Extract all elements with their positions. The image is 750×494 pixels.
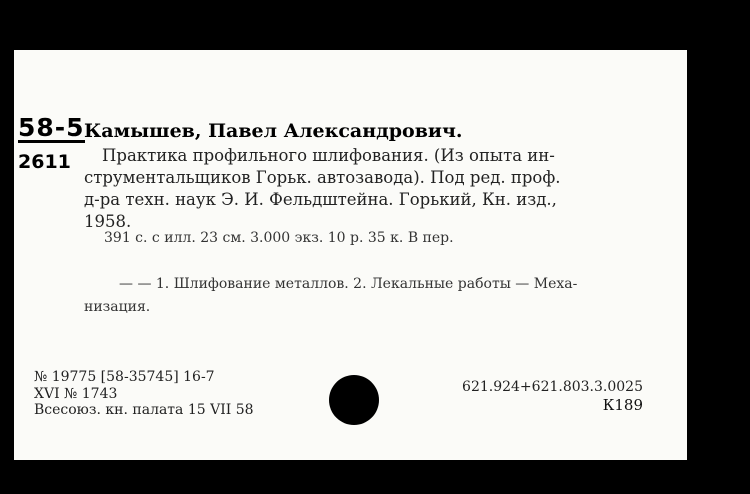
registration-number: № 19775 [58-35745] 16-7 <box>34 369 215 385</box>
catalog-code: К189 <box>602 396 643 414</box>
title-line: д-ра техн. наук Э. И. Фельдштейна. Горький, Кн. изд., <box>84 190 557 209</box>
subject-headings-line: низация. <box>84 299 151 315</box>
catalog-card <box>14 50 687 460</box>
shelf-mark-secondary: 2611 <box>18 151 71 173</box>
shelf-mark-primary: 58-5 <box>18 113 85 142</box>
punch-hole <box>329 375 379 425</box>
library-stamp <box>14 178 59 218</box>
title-line: струментальщиков Горьк. автозавода). Под ред. проф. <box>84 168 561 187</box>
publisher-chamber-date: Всесоюз. кн. палата 15 VII 58 <box>34 402 254 418</box>
udc-classification: 621.924+621.803.3.0025 <box>462 379 643 395</box>
subject-headings-line: — — 1. Шлифование металлов. 2. Лекальные работы — Меха- <box>119 276 578 292</box>
author-heading: Камышев, Павел Александрович. <box>84 120 463 142</box>
title-line: Практика профильного шлифования. (Из опыта ин- <box>102 146 555 165</box>
title-line: 1958. <box>84 212 132 231</box>
registration-number: XVI № 1743 <box>34 386 118 402</box>
collation-note: 391 с. с илл. 23 см. 3.000 экз. 10 р. 35 к. В пер. <box>104 230 454 246</box>
